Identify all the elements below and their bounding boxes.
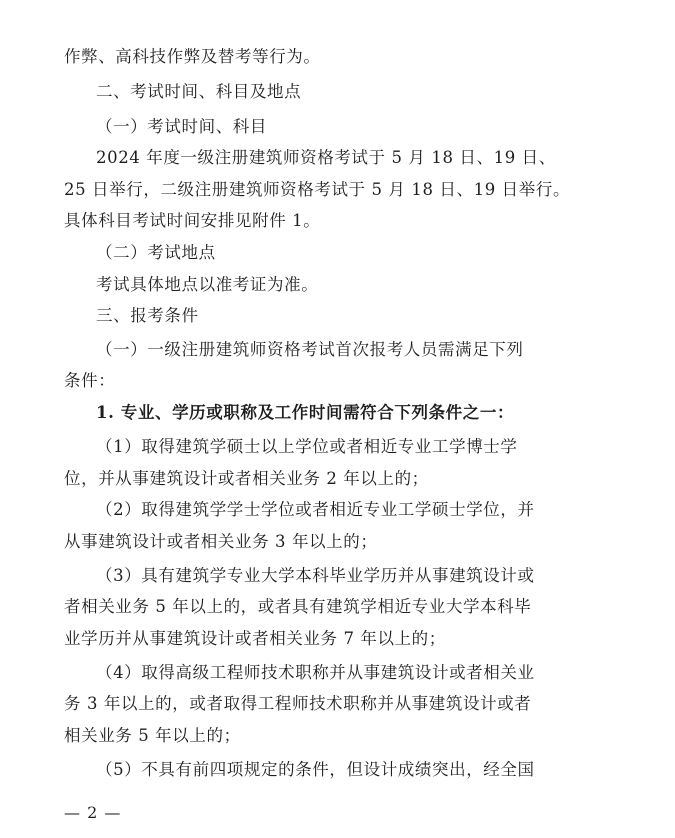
text-line: （一）一级注册建筑师资格考试首次报考人员需满足下列	[96, 340, 524, 359]
page-number: — 2 —	[64, 803, 122, 822]
text-line: 位，并从事建筑设计或者相关业务 2 年以上的；	[64, 469, 429, 488]
list-item: （5）不具有前四项规定的条件，但设计成绩突出，经全国	[96, 760, 535, 779]
text-line: 相关业务 5 年以上的；	[64, 726, 241, 745]
text-line: 25 日举行，二级注册建筑师资格考试于 5 月 18 日、19 日举行。	[64, 180, 571, 199]
text-line: 2024 年度一级注册建筑师资格考试于 5 月 18 日、19 日、	[96, 148, 556, 167]
list-item: （1）取得建筑学硕士以上学位或者相近专业工学博士学	[96, 437, 518, 456]
text-line: 者相关业务 5 年以上的，或者具有建筑学相近专业大学本科毕	[64, 597, 532, 616]
subsection-heading: （一）考试时间、科目	[96, 117, 267, 136]
subsection-heading: （二）考试地点	[96, 243, 216, 262]
list-item: （4）取得高级工程师技术职称并从事建筑设计或者相关业	[96, 663, 535, 682]
text-line: 务 3 年以上的，或者取得工程师技术职称并从事建筑设计或者	[64, 694, 532, 713]
list-item: （2）取得建筑学学士学位或者相近专业工学硕士学位，并	[96, 500, 535, 519]
text-line: 具体科目考试时间安排见附件 1。	[64, 211, 321, 230]
list-item: （3）具有建筑学专业大学本科毕业学历并从事建筑设计或	[96, 566, 535, 585]
section-heading: 二、考试时间、科目及地点	[96, 82, 302, 101]
section-heading: 三、报考条件	[96, 306, 199, 325]
text-line: 业学历并从事建筑设计或者相关业务 7 年以上的；	[64, 629, 446, 648]
text-line: 考试具体地点以准考证为准。	[96, 275, 319, 294]
text-line: 条件：	[64, 371, 116, 390]
bold-heading: 1. 专业、学历或职称及工作时间需符合下列条件之一：	[96, 403, 515, 422]
text-line: 作弊、高科技作弊及替考等行为。	[64, 47, 321, 66]
text-line: 从事建筑设计或者相关业务 3 年以上的；	[64, 532, 378, 551]
